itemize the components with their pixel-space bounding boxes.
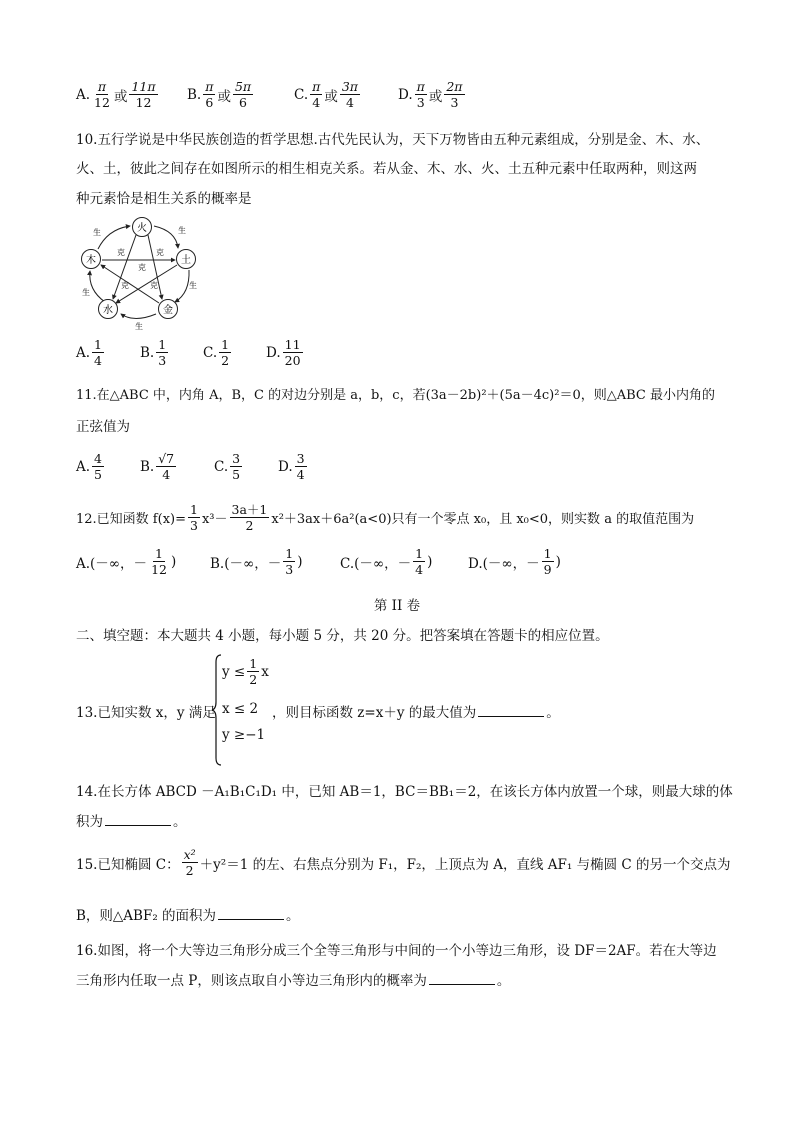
- five-elements-diagram: [74, 215, 214, 335]
- node-earth: 土: [181, 255, 191, 266]
- q9-option-a: A. $\frac{\pi}{12}$ 或 $\frac{11\pi}{12}$: [76, 79, 156, 111]
- fraction: $\frac{2\pi}{3}$: [446, 79, 463, 111]
- q13-prefix: 13.已知实数 x，y 满足: [76, 705, 216, 721]
- fraction: $\frac{11\pi}{12}$: [131, 79, 156, 111]
- sheng-arrow: [98, 226, 130, 249]
- ke-label: 克: [117, 248, 125, 257]
- fraction: $\frac{\pi}{6}$: [205, 79, 214, 111]
- sheng-label: 生: [82, 288, 90, 297]
- q16-line-1: 16.如图，将一个大等边三角形分成三个全等三角形与中间的一个小等边三角形，设 DF＝2AF。若在大等边: [76, 943, 717, 959]
- fraction: $\frac{\pi}{4}$: [312, 79, 321, 111]
- q10-line-3: 种元素恰是相生关系的概率是: [76, 191, 252, 207]
- fraction: $\frac{\pi}{3}$: [416, 79, 425, 111]
- q11-option-a: A. $\frac{4}{5}$: [76, 451, 102, 483]
- q14-line-1: 14.在长方体 ABCD －A₁B₁C₁D₁ 中，已知 AB＝1，BC＝BB₁＝2，在该长方体内放置一个球，则最大球的体: [76, 784, 733, 800]
- q15-stem: 15.已知椭圆 C： $\frac{\text{x²}}{2}$ ＋y²＝1 的左、右焦点分别为 F₁，F₂，上顶点为 A，直线 AF₁ 与椭圆 C 的另一个交点为: [76, 847, 731, 879]
- q12-stem: 12.已知函数 f(x)= $\frac{1}{3}$ x³－ $\frac{3a+1}{2}$ x²＋3ax＋6a²(a<0)只有一个零点 x₀，且 x₀<0，则实数 a 的取值范围为: [76, 502, 695, 534]
- node-fire: 火: [137, 223, 147, 234]
- ke-label: 克: [156, 248, 164, 257]
- q12-option-c: C.(－∞，－ $\frac{1}{4}$ ): [340, 546, 433, 578]
- sheng-label: 生: [189, 281, 197, 290]
- q9-option-c: C. $\frac{\pi}{4}$ 或 $\frac{3\pi}{4}$: [294, 79, 359, 111]
- q13-suffix: ，则目标函数 z=x＋y 的最大值为 。: [272, 705, 560, 721]
- q12-option-a: A.(－∞，－ $\frac{1}{12}$ ): [76, 546, 177, 578]
- q10-option-b: B. $\frac{1}{3}$: [140, 337, 167, 369]
- section-two-heading: 二、填空题：本大题共 4 小题，每小题 5 分，共 20 分。把答案填在答题卡的相应位置。: [76, 628, 609, 644]
- q12-option-d: D.(－∞，－ $\frac{1}{9}$ ): [468, 546, 561, 578]
- q11-option-c: C. $\frac{3}{5}$: [214, 451, 241, 483]
- fraction: $\frac{3\pi}{4}$: [341, 79, 359, 111]
- q16-line-2: 三角形内任取一点 P，则该点取自小等边三角形内的概率为 。: [76, 973, 511, 989]
- sheng-arrow: [175, 270, 189, 302]
- ke-label: 克: [138, 263, 146, 272]
- q11-line-2: 正弦值为: [76, 419, 130, 435]
- q12-option-b: B.(－∞，－ $\frac{1}{3}$ ): [210, 546, 303, 578]
- ke-label: 克: [150, 281, 158, 290]
- answer-blank[interactable]: [105, 813, 171, 826]
- q10-option-c: C. $\frac{1}{2}$: [203, 337, 230, 369]
- answer-blank[interactable]: [429, 972, 495, 985]
- sheng-label: 生: [93, 228, 101, 237]
- part-two-title: 第 II 卷: [373, 598, 421, 614]
- answer-blank[interactable]: [218, 907, 284, 920]
- q15-line-2: B，则△ABF₂ 的面积为 。: [76, 908, 300, 924]
- sheng-label: 生: [135, 322, 143, 331]
- node-metal: 金: [163, 305, 173, 316]
- answer-blank[interactable]: [478, 704, 544, 717]
- q10-option-d: D. $\frac{11}{20}$: [266, 337, 301, 369]
- fraction: $\frac{\pi}{12}$: [94, 79, 110, 111]
- fraction: $\frac{5\pi}{6}$: [234, 79, 252, 111]
- q13-constraint-3: y ≥−1: [222, 727, 266, 743]
- q9-option-b: B. $\frac{\pi}{6}$ 或 $\frac{5\pi}{6}$: [187, 79, 252, 111]
- q11-line-1: 11.在△ABC 中，内角 A，B，C 的对边分别是 a，b，c，若(3a－2b)²＋(5a－4c)²＝0，则△ABC 最小内角的: [76, 388, 715, 403]
- q10-option-a: A. $\frac{1}{4}$: [76, 337, 102, 369]
- q11-option-b: B. $\frac{√7}{4}$: [140, 451, 175, 483]
- option-label: A.: [76, 86, 91, 103]
- sheng-label: 生: [178, 226, 186, 235]
- sheng-arrow: [90, 271, 105, 302]
- sheng-arrow: [121, 314, 156, 319]
- q10-line-2: 火、土，彼此之间存在如图所示的相生相克关系。若从金、木、水、火、土五种元素中任取两种，则这两: [76, 161, 697, 177]
- q9-option-d: D. $\frac{\pi}{3}$ 或 $\frac{2\pi}{3}$: [398, 79, 463, 111]
- q14-line-2: 积为 。: [76, 814, 187, 830]
- q11-option-d: D. $\frac{3}{4}$: [278, 451, 305, 483]
- sheng-arrow: [154, 226, 178, 248]
- q10-line-1: 10.五行学说是中华民族创造的哲学思想.古代先民认为，天下万物皆由五种元素组成，分别是金、木、水、: [76, 132, 710, 148]
- q13-constraint-1: y ≤ $\frac{1}{2}$ x: [222, 656, 269, 688]
- ke-label: 克: [121, 281, 129, 290]
- q13-constraint-2: x ≤ 2: [222, 701, 259, 717]
- node-wood: 木: [86, 255, 96, 266]
- node-water: 水: [103, 305, 113, 316]
